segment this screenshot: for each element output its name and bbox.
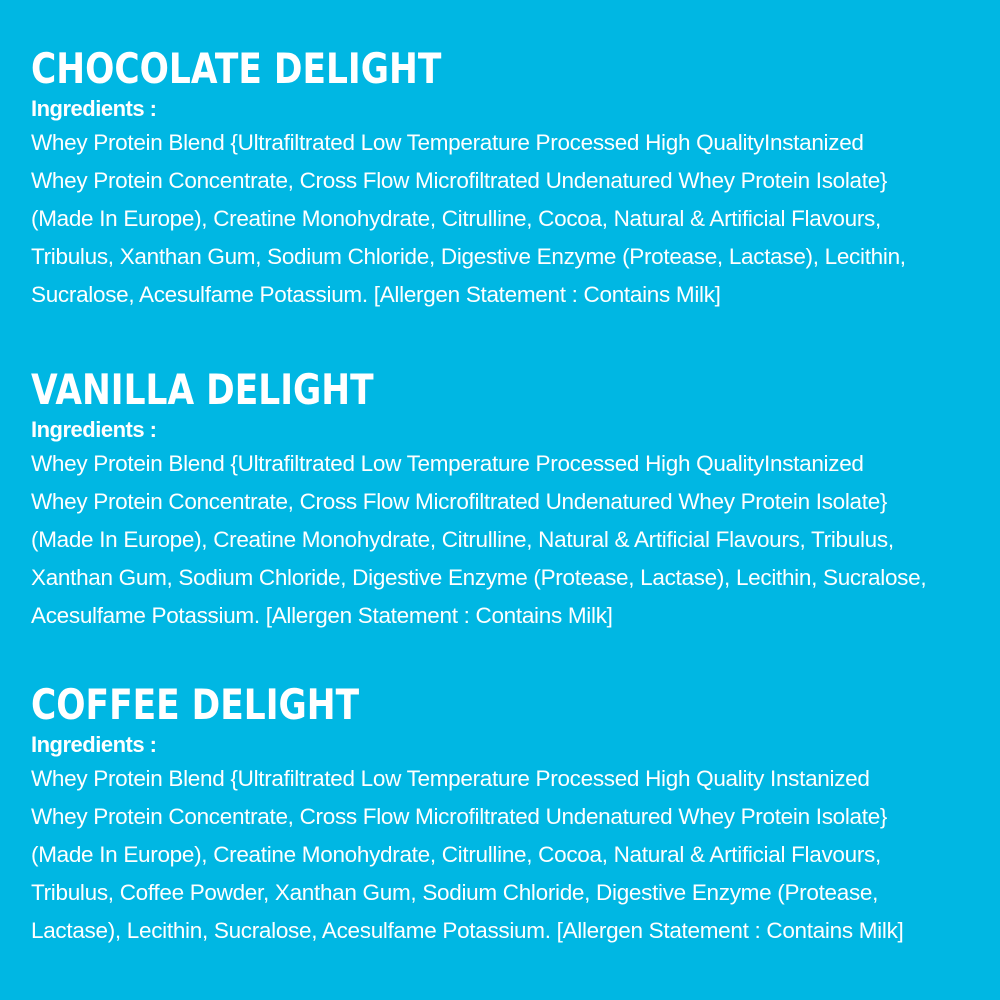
flavour-title: CHOCOLATE DELIGHT bbox=[31, 44, 442, 93]
flavour-title: COFFEE DELIGHT bbox=[31, 680, 360, 729]
ingredients-line: Whey Protein Blend {Ultrafiltrated Low Temperature Processed High QualityInstanized bbox=[31, 451, 864, 476]
coffee-delight-section bbox=[31, 680, 976, 950]
ingredients-line: Whey Protein Concentrate, Cross Flow Microfiltrated Undenatured Whey Protein Isolate} bbox=[31, 489, 888, 514]
ingredients-label: Ingredients : bbox=[31, 96, 157, 121]
ingredients-line: Sucralose, Acesulfame Potassium. [Allergen Statement : Contains Milk] bbox=[31, 282, 721, 307]
ingredients-line: Whey Protein Concentrate, Cross Flow Microfiltrated Undenatured Whey Protein Isolate} bbox=[31, 168, 888, 193]
ingredients-line: Tribulus, Xanthan Gum, Sodium Chloride, Digestive Enzyme (Protease, Lactase), Lecithin, bbox=[31, 244, 906, 269]
flavour-title: VANILLA DELIGHT bbox=[31, 365, 374, 414]
ingredients-line: (Made In Europe), Creatine Monohydrate, Citrulline, Cocoa, Natural & Artificial Flavours, bbox=[31, 206, 881, 231]
chocolate-delight-section bbox=[31, 44, 976, 314]
ingredients-line: Whey Protein Concentrate, Cross Flow Microfiltrated Undenatured Whey Protein Isolate} bbox=[31, 804, 888, 829]
ingredients-text bbox=[31, 445, 976, 635]
ingredients-label: Ingredients : bbox=[31, 732, 157, 757]
vanilla-delight-section bbox=[31, 365, 976, 635]
ingredients-text bbox=[31, 124, 976, 314]
ingredients-line: Xanthan Gum, Sodium Chloride, Digestive Enzyme (Protease, Lactase), Lecithin, Sucralose, bbox=[31, 565, 927, 590]
ingredients-line: Whey Protein Blend {Ultrafiltrated Low Temperature Processed High Quality Instanized bbox=[31, 766, 870, 791]
ingredients-line: Acesulfame Potassium. [Allergen Statement : Contains Milk] bbox=[31, 603, 613, 628]
ingredients-line: (Made In Europe), Creatine Monohydrate, Citrulline, Natural & Artificial Flavours, Tribulus, bbox=[31, 527, 894, 552]
ingredients-line: Tribulus, Coffee Powder, Xanthan Gum, Sodium Chloride, Digestive Enzyme (Protease, bbox=[31, 880, 879, 905]
ingredients-line: (Made In Europe), Creatine Monohydrate, Citrulline, Cocoa, Natural & Artificial Flavours, bbox=[31, 842, 881, 867]
ingredients-label: Ingredients : bbox=[31, 417, 157, 442]
ingredients-text bbox=[31, 760, 976, 950]
ingredients-line: Whey Protein Blend {Ultrafiltrated Low Temperature Processed High QualityInstanized bbox=[31, 130, 864, 155]
ingredients-line: Lactase), Lecithin, Sucralose, Acesulfame Potassium. [Allergen Statement : Contains Milk] bbox=[31, 918, 904, 943]
